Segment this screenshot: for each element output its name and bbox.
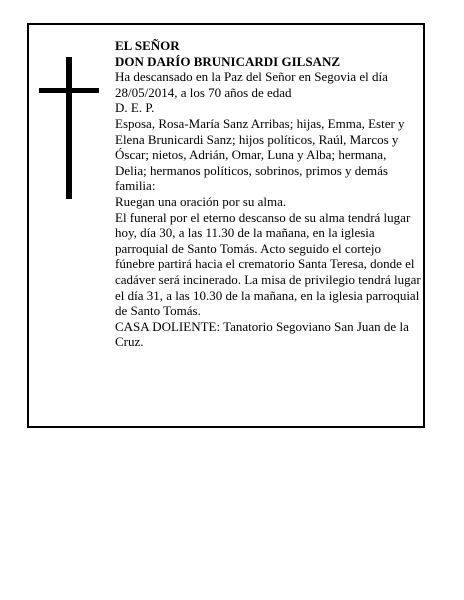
dep-line: D. E. P. bbox=[115, 100, 155, 116]
cross-icon bbox=[39, 57, 99, 199]
title-line-1: EL SEÑOR bbox=[115, 38, 180, 53]
cross-horizontal-bar bbox=[39, 88, 99, 93]
obituary-notice bbox=[27, 23, 425, 428]
death-announcement: Ha descansado en la Paz del Señor en Segovia el día 28/05/2014, a los 70 años de edad bbox=[115, 69, 388, 100]
mourning-house: CASA DOLIENTE: Tanatorio Segoviano San Juan de la Cruz. bbox=[115, 318, 409, 350]
funeral-details: El funeral por el eterno descanso de su alma tendrá lugar hoy, día 30, a las 11.30 de la mañana, en la iglesia parroquial de Santo Tomás. Acto seguido el cortejo fúnebre partirá hacia el crematorio Santa Teresa, donde el cadáver será incinerado. La misa de privilegio tendrá lugar el día 31, a las 10.30 de la mañana, en la iglesia parroquial de Santo Tomás. bbox=[115, 209, 421, 319]
cross-vertical-bar bbox=[66, 57, 72, 199]
family-list: Esposa, Rosa-María Sanz Arribas; hijas, Emma, Ester y Elena Brunicardi Sanz; hijos políticos, Raúl, Marcos y Óscar; nietos, Adrián, Omar, Luna y Alba; hermana, Delia; hermanos políticos, sobrinos, primos y demás familia: bbox=[115, 115, 405, 194]
deceased-name: DON DARÍO BRUNICARDI GILSANZ bbox=[115, 53, 340, 69]
prayer-request: Ruegan una oración por su alma. bbox=[115, 193, 287, 209]
obituary-text bbox=[115, 38, 421, 350]
